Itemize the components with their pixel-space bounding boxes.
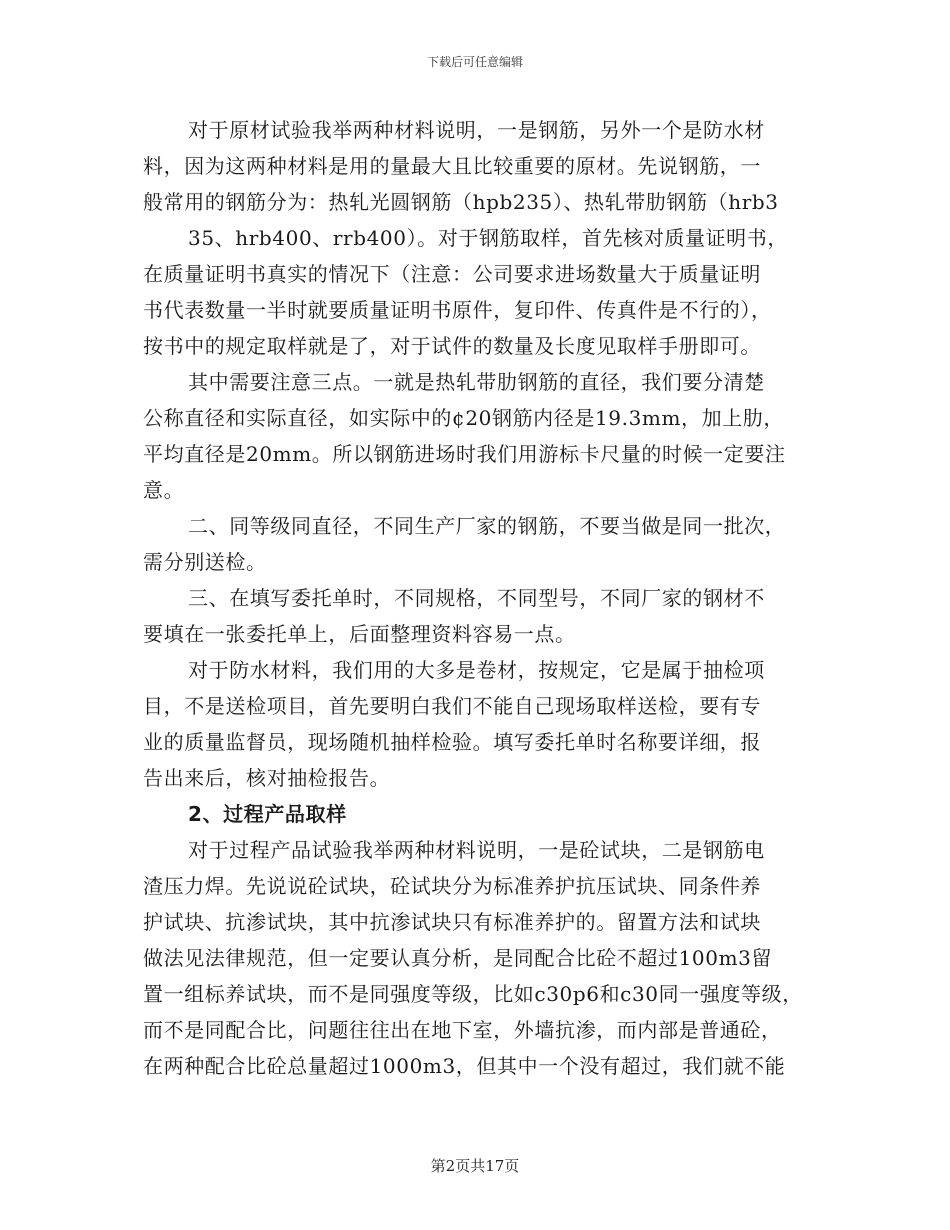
paragraph-line: 般常用的钢筋分为：热轧光圆钢筋（hpb235）、热轧带肋钢筋（hrb3 xyxy=(143,190,779,214)
paragraph-line: 其中需要注意三点。一就是热轧带肋钢筋的直径，我们要分清楚 xyxy=(188,370,765,394)
paragraph-line: 三、在填写委托单时，不同规格，不同型号，不同厂家的钢材不 xyxy=(188,586,765,610)
paragraph-line: 书代表数量一半时就要质量证明书原件，复印件、传真件是不行的）， xyxy=(143,298,772,322)
paragraph-line: 告出来后，核对抽检报告。 xyxy=(143,766,391,790)
paragraph-line: 35、hrb400、rrb400）。对于钢筋取样，首先核对质量证明书， xyxy=(188,226,788,250)
page-header-note: 下载后可任意编辑 xyxy=(426,55,523,69)
paragraph-line: 需分别送检。 xyxy=(143,550,267,574)
paragraph-line: 要填在一张委托单上，后面整理资料容易一点。 xyxy=(143,622,576,646)
paragraph-line: 渣压力焊。先说说砼试块，砼试块分为标准养护抗压试块、同条件养 xyxy=(143,874,761,898)
paragraph-line: 料，因为这两种材料是用的量最大且比较重要的原材。先说钢筋，一 xyxy=(143,154,761,178)
paragraph-line: 在质量证明书真实的情况下（注意：公司要求进场数量大于质量证明 xyxy=(143,262,761,286)
paragraph-line: 置一组标养试块，而不是同强度等级，比如c30p6和c30同一强度等级， xyxy=(143,982,803,1006)
paragraph-line: 按书中的规定取样就是了，对于试件的数量及长度见取样手册即可。 xyxy=(143,334,761,358)
paragraph-line: 做法见法律规范，但一定要认真分析，是同配合比砼不超过100m3留 xyxy=(143,946,773,970)
paragraph-line: 目，不是送检项目，首先要明白我们不能自己现场取样送检，要有专 xyxy=(143,694,761,718)
page-number: 第2页共17页 xyxy=(430,1157,520,1175)
paragraph-line: 对于防水材料，我们用的大多是卷材，按规定，它是属于抽检项 xyxy=(188,658,765,682)
paragraph-line: 平均直径是20mm。所以钢筋进场时我们用游标卡尺量的时候一定要注 xyxy=(143,442,786,466)
paragraph-line: 公称直径和实际直径，如实际中的¢20钢筋内径是19.3mm，加上肋， xyxy=(143,406,785,430)
paragraph-line: 而不是同配合比，问题往往出在地下室，外墙抗渗，而内部是普通砼， xyxy=(143,1018,782,1042)
paragraph-line: 护试块、抗渗试块，其中抗渗试块只有标准养护的。留置方法和试块 xyxy=(143,910,761,934)
paragraph-line: 意。 xyxy=(143,478,185,502)
paragraph-line: 在两种配合比砼总量超过1000m3，但其中一个没有超过，我们就不能 xyxy=(143,1054,786,1078)
paragraph-line: 对于原材试验我举两种材料说明，一是钢筋，另外一个是防水材 xyxy=(188,118,765,142)
paragraph-line: 对于过程产品试验我举两种材料说明，一是砼试块，二是钢筋电 xyxy=(188,838,765,862)
section-heading: 2、过程产品取样 xyxy=(188,802,347,826)
paragraph-line: 二、同等级同直径，不同生产厂家的钢筋，不要当做是同一批次， xyxy=(188,514,786,538)
paragraph-line: 业的质量监督员，现场随机抽样检验。填写委托单时名称要详细，报 xyxy=(143,730,761,754)
